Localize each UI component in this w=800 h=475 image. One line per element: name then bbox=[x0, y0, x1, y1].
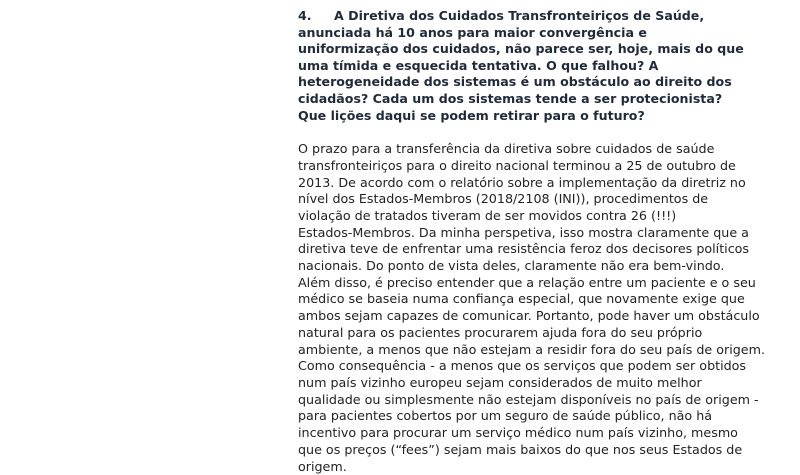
answer-line: qualidade ou simplesmente não estejam disponíveis no país de origem - bbox=[298, 391, 759, 407]
document-page bbox=[298, 8, 766, 475]
answer-line: Como consequência - a menos que os serviços que podem ser obtidos bbox=[298, 358, 747, 374]
answer-line: médico se baseia numa confiança especial, que novamente exige que bbox=[298, 291, 745, 307]
question-text: A Diretiva dos Cuidados Transfronteiriços de Saúde, anunciada há 10 anos para maior convergência e uniformização dos cuidados, não parece ser, hoje, mais do que uma tímida e esquecida tentativa. O que falhou? A heterogeneidade dos sistemas é um obstáculo ao direito dos cidadãos? Cada um dos sistemas tende a ser protecionista? Que lições daqui se podem retirar para o futuro? bbox=[298, 8, 744, 123]
answer-line: 2013. De acordo com o relatório sobre a implementação da diretriz no bbox=[298, 174, 746, 190]
answer-line: ambiente, a menos que não estejam a residir fora do seu país de origem. bbox=[298, 341, 766, 357]
question-number: 4. bbox=[298, 8, 312, 23]
answer-line: nacionais. Do ponto de vista deles, claramente não era bem-vindo. bbox=[298, 258, 725, 274]
answer-line: que os preços (“fees”) sejam mais baixos do que nos seus Estados de bbox=[298, 441, 743, 457]
answer-line: transfronteiriços para o direito nacional terminou a 25 de outubro de bbox=[298, 157, 736, 173]
answer-paragraph bbox=[298, 141, 766, 475]
answer-line: ambos sejam capazes de comunicar. Portanto, pode haver um obstáculo bbox=[298, 308, 760, 324]
question-paragraph bbox=[298, 8, 750, 124]
answer-line: Além disso, é preciso entender que a relação entre um paciente e o seu bbox=[298, 274, 756, 290]
answer-line: Estados-Membros. Da minha perspetiva, isso mostra claramente que a bbox=[298, 224, 749, 240]
answer-line: para pacientes cobertos por um seguro de saúde público, não há bbox=[298, 408, 713, 424]
answer-line: incentivo para procurar um serviço médico num país vizinho, mesmo bbox=[298, 425, 738, 441]
answer-line: violação de tratados tiveram de ser movidos contra 26 (!!!) bbox=[298, 207, 677, 223]
answer-line: num país vizinho europeu sejam considerados de muito melhor bbox=[298, 375, 702, 390]
answer-line: natural para os pacientes procurarem ajuda fora do seu próprio bbox=[298, 324, 703, 340]
answer-line: diretiva teve de enfrentar uma resistência feroz dos decisores políticos bbox=[298, 241, 750, 257]
answer-line: origem. bbox=[298, 458, 347, 474]
answer-line: O prazo para a transferência da diretiva sobre cuidados de saúde bbox=[298, 141, 715, 157]
answer-line: nível dos Estados-Membros (2018/2108 (INI)), procedimentos de bbox=[298, 191, 709, 207]
